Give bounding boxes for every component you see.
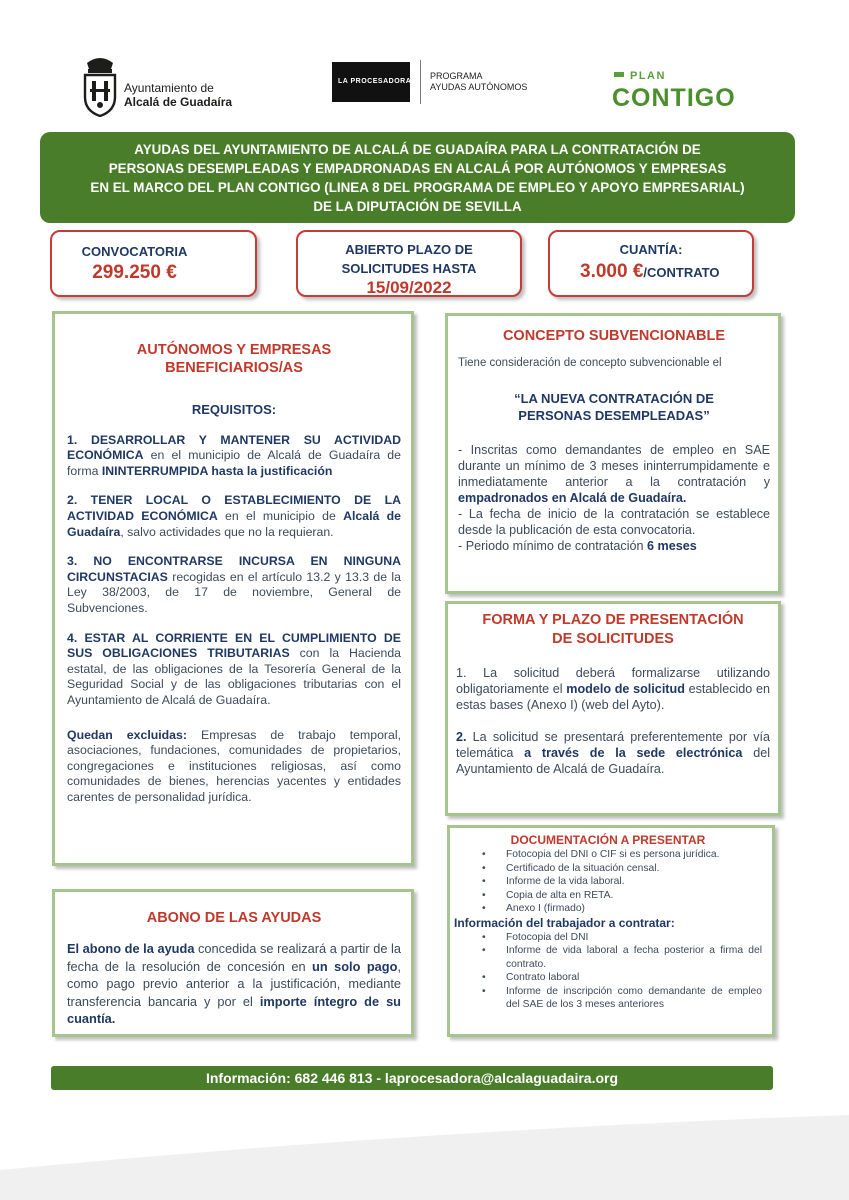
logo-divider xyxy=(420,60,421,104)
list-item: • Informe de la vida laboral. xyxy=(482,875,762,889)
excluidas-paragraph: Quedan excluidas: Empresas de trabajo temporal, asociaciones, fundaciones, comunidades de propietarios, congregaciones e instituciones religiosas, así como comunidades de bienes, herencias yacentes y entidades carentes de personalidad jurídica. xyxy=(67,727,401,804)
title-line: EN EL MARCO DEL PLAN CONTIGO (LINEA 8 DEL PROGRAMA DE EMPLEO Y APOYO EMPRESARIAL) xyxy=(90,180,745,195)
cuantia-unit: /CONTRATO xyxy=(643,265,720,280)
ayuntamiento-line1: Ayuntamiento de xyxy=(124,81,214,95)
abono-title: ABONO DE LAS AYUDAS xyxy=(146,910,322,926)
list-item: • Certificado de la situación censal. xyxy=(482,862,762,876)
documentacion-list xyxy=(454,848,762,916)
requisito-item: 4. ESTAR AL CORRIENTE EN EL CUMPLIMIENTO DE SUS OBLIGACIONES TRIBUTARIAS con la Hacienda estatal, de las obligaciones de la Tesorería General de la Seguridad Social y de las obligaciones tributarias con el Ayuntamiento de Alcalá de Guadaíra. xyxy=(67,630,401,707)
beneficiarios-title: AUTÓNOMOS Y EMPRESAS BENEFICIARIOS/AS xyxy=(136,342,332,376)
list-item: • Fotocopia del DNI xyxy=(482,931,762,945)
plazo-box xyxy=(296,230,522,297)
list-item: • Anexo I (firmado) xyxy=(482,902,762,916)
forma-panel xyxy=(445,601,781,816)
decorative-wave xyxy=(0,1110,849,1200)
la-procesadora-logo xyxy=(332,58,552,108)
concepto-quote: “LA NUEVA CONTRATACIÓN DE PERSONAS DESEMPLEADAS” xyxy=(514,391,714,423)
list-item: • Contrato laboral xyxy=(482,971,762,985)
abono-text: El abono de la ayuda concedida se realizará a partir de la fecha de la resolución de concesión en un solo pago, como pago previo anterior a la justificación, mediante transferencia bancaria y por el importe íntegro de su cuantía. xyxy=(67,941,402,1027)
abono-panel xyxy=(52,889,414,1037)
plazo-line1: ABIERTO PLAZO DE xyxy=(345,242,473,257)
title-banner xyxy=(40,132,795,223)
concepto-title: CONCEPTO SUBVENCIONABLE xyxy=(502,328,726,344)
forma-paragraph: 2. La solicitud se presentará preferentemente por vía telemática a través de la sede electrónica del Ayuntamiento de Alcalá de Guadaíra. xyxy=(456,730,770,776)
title-line: AYUDAS DEL AYUNTAMIENTO DE ALCALÁ DE GUADAÍRA PARA LA CONTRATACIÓN DE xyxy=(134,142,701,157)
beneficiarios-panel xyxy=(52,311,414,866)
programa-label: PROGRAMA xyxy=(430,71,483,81)
requisito-item: 2. TENER LOCAL O ESTABLECIMIENTO DE LA ACTIVIDAD ECONÓMICA en el municipio de Alcalá de Guadaíra, salvo actividades que no la requieran. xyxy=(67,493,402,539)
forma-title: FORMA Y PLAZO DE PRESENTACIÓN DE SOLICITUDES xyxy=(482,612,744,647)
concepto-paragraph: - Inscritas como demandantes de empleo en SAE durante un mínimo de 3 meses ininterrumpidamente e inmediatamente anterior a la contratación y empadronados en Alcalá de Guadaíra. xyxy=(458,443,770,505)
list-item: • Copia de alta en RETA. xyxy=(482,889,762,903)
list-item: • Informe de inscripción como demandante de empleo del SAE de los 3 meses anteriores xyxy=(482,985,762,1012)
la-procesadora-mark: LA PROCESADORA xyxy=(332,62,410,102)
cuantia-amount xyxy=(580,261,719,283)
requisito-item: 1. DESARROLLAR Y MANTENER SU ACTIVIDAD ECONÓMICA en el municipio de Alcalá de Guadaíra de forma ININTERRUMPIDA hasta la justificación xyxy=(67,432,401,478)
contigo-label: CONTIGO xyxy=(612,84,736,112)
cuantia-value: 3.000 € xyxy=(580,261,644,282)
concepto-panel xyxy=(445,313,781,594)
plazo-date: 15/09/2022 xyxy=(366,278,452,297)
ayuntamiento-logo xyxy=(82,55,252,117)
plazo-line2: SOLICITUDES HASTA xyxy=(341,261,477,276)
list-item: • Informe de vida laboral a fecha posterior a firma del contrato. xyxy=(482,944,762,971)
cuantia-label: CUANTÍA: xyxy=(619,242,683,257)
plan-label: PLAN xyxy=(630,70,666,82)
cuantia-box xyxy=(548,230,754,297)
concepto-paragraph: - Periodo mínimo de contratación 6 meses xyxy=(458,539,697,553)
concepto-paragraph: - La fecha de inicio de la contratación se establece desde la publicación de esta convocatoria. xyxy=(458,507,770,537)
forma-paragraph: 1. La solicitud deberá formalizarse utilizando obligatoriamente el modelo de solicitud establecido en estas bases (Anexo I) (web del Ayto). xyxy=(456,666,770,712)
contact-footer: Información: 682 446 813 - laprocesadora@alcalaguadaira.org xyxy=(51,1066,773,1090)
title-line: PERSONAS DESEMPLEADAS Y EMPADRONADAS EN ALCALÁ POR AUTÓNOMOS Y EMPRESAS xyxy=(108,161,727,176)
requisito-item: 3. NO ENCONTRARSE INCURSA EN NINGUNA CIRCUNSTACIAS recogidas en el artículo 13.2 y 13.3 de la Ley 38/2003, de 17 de noviembre, General de Subvenciones. xyxy=(67,554,401,615)
convocatoria-amount: 299.250 € xyxy=(92,262,177,283)
convocatoria-box xyxy=(50,230,257,297)
ayudas-autonomos-label: AYUDAS AUTÓNOMOS xyxy=(430,82,528,92)
list-item: • Fotocopia del DNI o CIF si es persona jurídica. xyxy=(482,848,762,862)
plan-contigo-logo xyxy=(612,70,752,114)
coat-of-arms-icon xyxy=(82,55,118,117)
convocatoria-label: CONVOCATORIA xyxy=(81,244,188,259)
concepto-intro: Tiene consideración de concepto subvencionable el xyxy=(458,357,722,369)
plan-mark-icon xyxy=(614,72,624,77)
documentacion-title: DOCUMENTACIÓN A PRESENTAR xyxy=(510,833,706,847)
trabajador-list xyxy=(454,931,762,1012)
title-line: DE LA DIPUTACIÓN DE SEVILLA xyxy=(313,199,522,214)
trabajador-heading: Información del trabajador a contratar: xyxy=(454,915,675,930)
requisitos-heading: REQUISITOS: xyxy=(191,402,277,417)
documentacion-panel xyxy=(447,825,775,1037)
ayuntamiento-line2: Alcalá de Guadaíra xyxy=(124,95,233,109)
